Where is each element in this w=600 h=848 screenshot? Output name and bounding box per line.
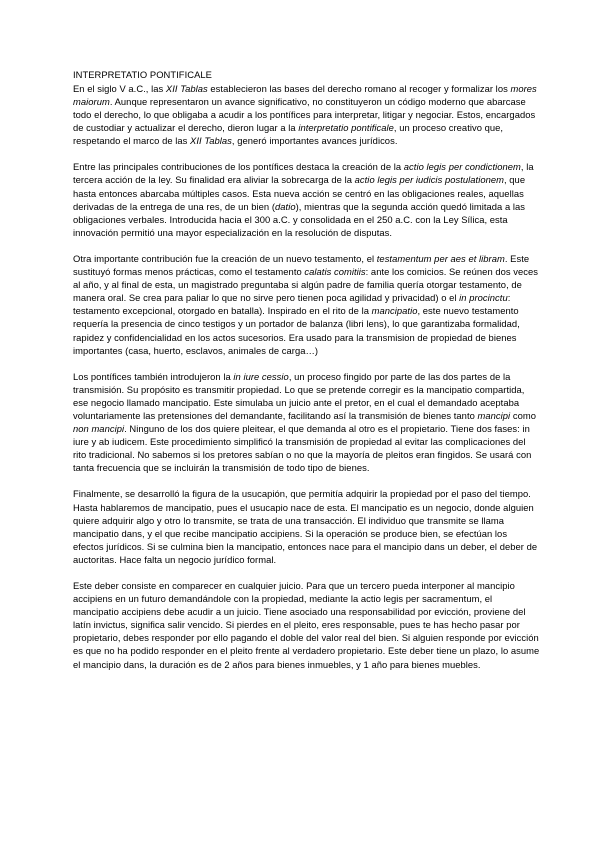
paragraph-text: . Aunque representaron un avance significativo, no constituyeron un código moderno que abarcase todo el derecho, lo que obligaba a acudir a los pontífices para interpretar, litigar y negociar. Estos, encargados de custodiar y actualizar el derecho, dieron lugar a la <box>73 96 536 134</box>
italic-term: datio <box>275 200 296 212</box>
paragraph-text: , que hasta entonces abarcaba múltiples casos. Esta nueva acción se centró en las obligaciones reales, aquellas derivadas de la entrega de una res, de un bien ( <box>73 174 526 212</box>
paragraph-text: , este nuevo testamento requería la presencia de cinco testigos y un portador de balanza (libri lens), lo que garantizaba formalidad, rapidez y confidencialidad en los actos sucesorios. Era usado para la transmision de propiedad de bienes importantes (casa, huerto, esclavos, animales de carga…) <box>73 305 520 356</box>
italic-term: mores maiorum <box>73 82 537 107</box>
italic-term: XII Tablas <box>165 82 208 94</box>
paragraph-text: , un proceso fingido por parte de las dos partes de la transmisión. Su propósito es transmitir propiedad. Lo que se pretende corregir es la mancipatio compartida, ese negocio llamado mancipatio. Este simulaba un juicio ante el pretor, en el cual el demandado aceptaba voluntariamente las pretensiones del demandante, facilitando así la transmisión de bienes tanto <box>73 370 525 421</box>
paragraph-text: establecieron las bases del derecho romano al recoger y formalizar los <box>207 82 511 94</box>
paragraph-text: . Este sustituyó formas menos prácticas, como el testamento <box>73 252 530 278</box>
paragraph-text: : testamento excepcional, otorgado en batalla). Inspirado en el rito de la <box>73 292 511 317</box>
italic-term: mancipatio <box>371 305 418 317</box>
italic-term: testamentum per aes et libram <box>376 252 505 264</box>
paragraph-text: , un proceso creativo que, respetando el marco de las <box>73 122 504 147</box>
italic-term: interpretatio pontificale <box>298 122 394 134</box>
italic-term: in procinctu <box>459 292 508 304</box>
italic-term: mancipi <box>477 409 511 421</box>
italic-term: actio legis per iudicis postulationem <box>354 174 504 186</box>
paragraph-text: , generó importantes avances jurídicos. <box>231 135 398 147</box>
paragraph-text: Entre las principales contribuciones de los pontífices destaca la creación de la <box>73 161 404 173</box>
paragraph <box>73 82 540 147</box>
paragraph-text: Los pontífices también introdujeron la <box>73 370 234 382</box>
italic-term: calatis comitiis <box>304 266 366 278</box>
paragraph <box>73 370 540 475</box>
document-title: INTERPRETATIO PONTIFICALE <box>73 69 212 80</box>
italic-term: actio legis per condictionem <box>403 161 521 173</box>
paragraph-text: ), mientras que la segunda acción quedó limitada a las obligaciones verbales. Introducida hacia el 300 a.C. y consolidada en el 250 a.C. con la Ley Sílica, esta innovación permitió una mayor especialización en la resolución de disputas. <box>73 200 526 238</box>
paragraph-text: Otra importante contribución fue la creación de un nuevo testamento, el <box>73 252 377 264</box>
paragraph-text: Finalmente, se desarrolló la figura de la usucapión, que permitía adquirir la propiedad por el paso del tiempo. Hasta hablaremos de mancipatio, pues el usucapio nace de esta. El mancipatio es un negocio, donde alguien quiere adquirir algo y otro lo transmite, se trata de una transacción. El individuo que transmite se llama mancipatio dans, y el que recibe mancipatio accipiens. Si la operación se produce bien, se efectúan los efectos jurídicos. Si se culmina bien la mancipatio, entonces nace para el mancipio dans un deber, el deber de auctoritas. Hace falta un negocio jurídico formal. <box>73 488 538 565</box>
paragraph-text: En el siglo V a.C., las <box>73 82 166 94</box>
italic-term: XII Tablas <box>190 135 232 147</box>
paragraph <box>73 487 540 566</box>
paragraph-text: . Ninguno de los dos quiere pleitear, el que demanda al otro es el propietario. Tiene dos fases: in iure y ab iudicem. Este procedimiento simplificó la transmisión de propiedad al evitar las complicaciones del rito tradicional. No sabemos si los pretores sabían o no que la mayoría de pleitos eran fingidos. Se usará con tanta frecuencia que se incluirán la transmisión de todo tipo de bienes. <box>73 423 532 474</box>
paragraph-text: como <box>510 409 536 421</box>
paragraph-text: , la tercera acción de la ley. Su finalidad era aliviar la sobrecarga de la <box>73 161 534 186</box>
italic-term: non mancipi <box>73 423 125 435</box>
paragraph <box>73 579 540 671</box>
paragraph-text: : ante los comicios. Se reúnen dos veces al año, y al final de esta, un magistrado preguntaba si algún padre de familia quería otorgar testamento, de manera oral. Se crea para paliar lo que no sirve pero tienen poca agilidad y privacidad) o el <box>73 266 539 304</box>
paragraph <box>73 252 540 357</box>
paragraph-text: Este deber consiste en comparecer en cualquier juicio. Para que un tercero pueda interponer al mancipio accipiens en un futuro demandándole con la propiedad, mediante la actio legis per sacramentum, el mancipatio accipiens debe acudir a un juicio. Tiene asociado una responsabilidad por evicción, proviene del latín invictus, significa salir vencido. Si pierdes en el pleito, eres responsable, pues te has hecho pasar por propietario, debes responder por ello pagando el doble del valor real del bien. Si alguien responde por evicción es que no ha podido responder en el pleito frente al verdadero propietario. Este deber tiene un plazo, lo asume el mancipio dans, la duración es de 2 años para bienes inmuebles, y 1 año para bienes muebles. <box>73 580 540 670</box>
italic-term: in iure cessio <box>233 370 289 382</box>
document-body <box>73 82 540 671</box>
paragraph <box>73 160 540 239</box>
